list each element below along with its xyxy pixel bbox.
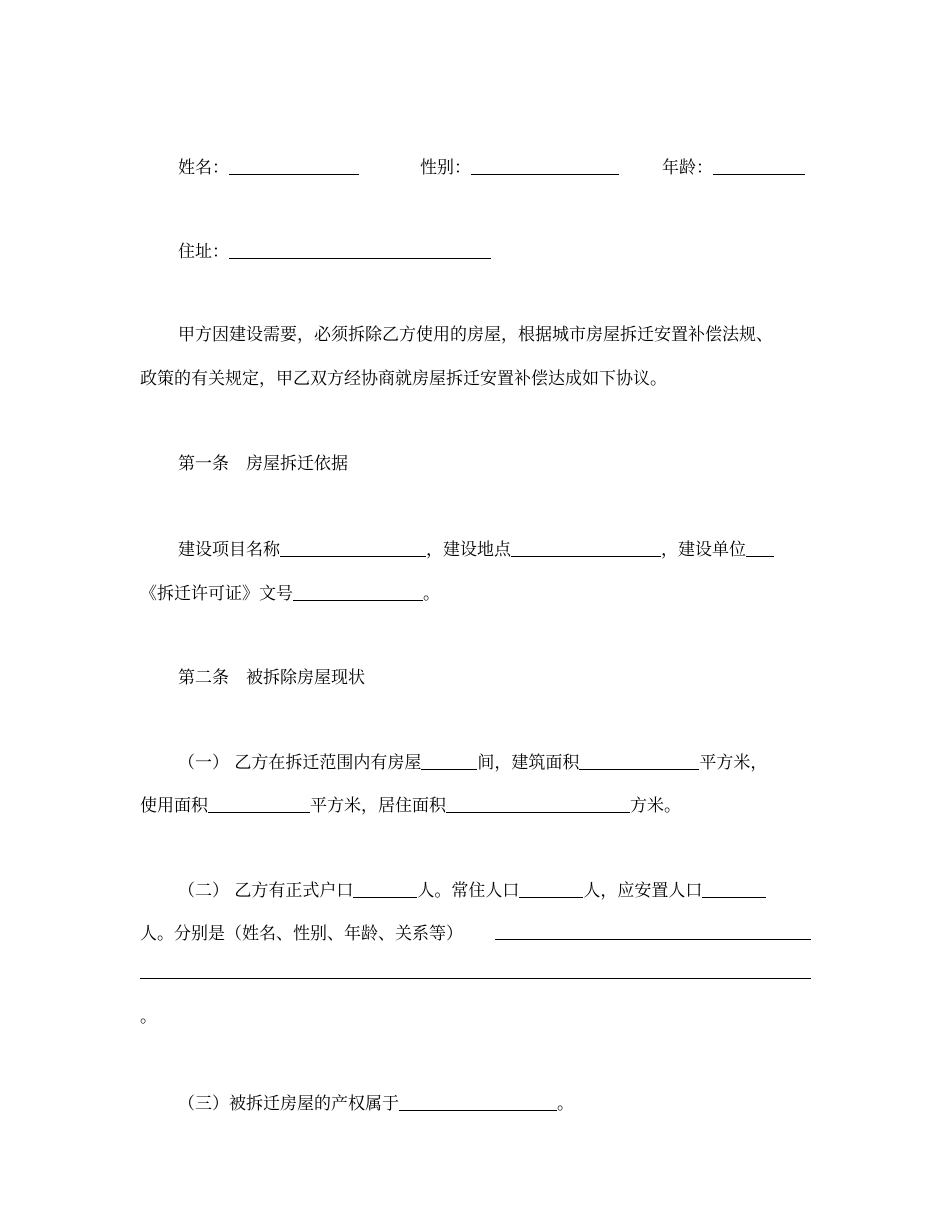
use-area-label: 使用面积 [140, 796, 208, 816]
item1-row-2 [140, 794, 681, 818]
article1-permit-row [140, 582, 440, 606]
members-blank-1[interactable] [495, 939, 811, 940]
gender-blank[interactable] [471, 157, 619, 175]
permit-period: 。 [423, 584, 440, 604]
ownership-blank[interactable] [399, 1093, 557, 1111]
use-area-blank[interactable] [208, 795, 310, 813]
name-blank[interactable] [229, 157, 359, 175]
resettle-unit: 人。分别是（姓名、性别、年龄、关系等） [140, 924, 463, 944]
article1-project-row [178, 538, 774, 562]
item3-prefix: （三）被拆迁房屋的产权属于 [178, 1094, 399, 1114]
item2-row-2 [140, 922, 463, 946]
location-blank[interactable] [511, 539, 661, 557]
resident-blank[interactable] [519, 880, 583, 898]
members-blank-2[interactable] [140, 978, 811, 979]
item3-row [178, 1092, 574, 1116]
unit-blank[interactable] [746, 539, 774, 557]
item1-row-1 [178, 751, 767, 775]
unit-label: ，建设单位 [661, 540, 746, 560]
item1-prefix: （一） 乙方在拆迁范围内有房屋 [178, 753, 422, 773]
article2-title: 第二条 被拆除房屋现状 [178, 668, 365, 688]
permit-label: 《拆迁许可证》文号 [140, 584, 293, 604]
rooms-unit: 间，建筑面积 [477, 753, 580, 773]
rooms-blank[interactable] [421, 752, 477, 770]
use-area-unit: 平方米，居住面积 [310, 796, 446, 816]
item2-prefix: （二） 乙方有正式户口 [178, 881, 354, 901]
permit-blank[interactable] [293, 583, 423, 601]
item2-row-1 [178, 879, 766, 903]
gender-field [420, 156, 619, 180]
resettle-blank[interactable] [702, 880, 766, 898]
resident-unit: 人，应安置人口 [583, 881, 703, 901]
name-label: 姓名： [178, 158, 229, 178]
location-label: ，建设地点 [426, 540, 511, 560]
item2-end: 。 [140, 1007, 157, 1027]
age-field [662, 156, 805, 180]
live-area-blank[interactable] [446, 795, 630, 813]
address-blank[interactable] [229, 241, 491, 259]
article1-title: 第一条 房屋拆迁依据 [178, 454, 348, 474]
build-area-unit: 平方米， [699, 753, 768, 773]
age-blank[interactable] [713, 157, 805, 175]
gender-label: 性别： [420, 158, 471, 178]
address-label: 住址： [178, 242, 229, 262]
live-area-unit: 方米。 [630, 796, 681, 816]
build-area-blank[interactable] [579, 752, 699, 770]
project-name-label: 建设项目名称 [178, 540, 280, 560]
intro-line-1: 甲方因建设需要，必须拆除乙方使用的房屋，根据城市房屋拆迁安置补偿法规、 [178, 325, 773, 345]
registered-unit: 人。常住人口 [417, 881, 520, 901]
intro-line-2: 政策的有关规定，甲乙双方经协商就房屋拆迁安置补偿达成如下协议。 [140, 369, 667, 389]
item3-end: 。 [557, 1094, 574, 1114]
personal-info-row [178, 156, 359, 180]
address-row [178, 240, 491, 264]
project-name-blank[interactable] [280, 539, 426, 557]
registered-blank[interactable] [353, 880, 417, 898]
age-label: 年龄： [662, 158, 713, 178]
